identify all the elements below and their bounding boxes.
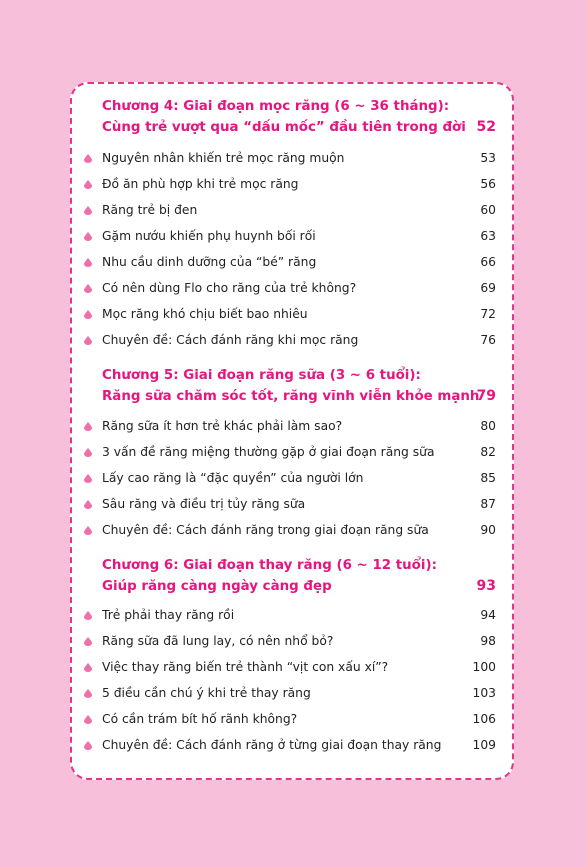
- toc-entry[interactable]: [84, 735, 496, 755]
- chapter-heading[interactable]: [102, 96, 496, 138]
- drop-bullet-icon: [84, 284, 92, 293]
- chapter-title-line2: Giúp răng càng ngày càng đẹp: [102, 579, 332, 594]
- toc-entry-title: Mọc răng khó chịu biết bao nhiêu: [102, 307, 308, 321]
- drop-bullet-icon: [84, 500, 92, 509]
- toc-entry-page: 98: [480, 634, 496, 648]
- toc-entry-title: 5 điều cần chú ý khi trẻ thay răng: [102, 686, 311, 700]
- chapter-page-number: 52: [476, 119, 496, 135]
- toc-entry-title: Có nên dùng Flo cho răng của trẻ không?: [102, 281, 357, 295]
- drop-bullet-icon: [84, 526, 92, 535]
- toc-entry[interactable]: [84, 252, 496, 272]
- toc-entry-title: Răng sữa đã lung lay, có nên nhổ bỏ?: [102, 634, 334, 648]
- toc-entry[interactable]: [84, 174, 496, 194]
- drop-bullet-icon: [84, 310, 92, 319]
- toc-entry-page: 94: [480, 608, 496, 622]
- chapter-title-line1: Chương 6: Giai đoạn thay răng (6 ~ 12 tuổi):: [102, 558, 437, 573]
- drop-bullet-icon: [84, 637, 92, 646]
- drop-bullet-icon: [84, 689, 92, 698]
- toc-entry-page: 100: [472, 660, 496, 674]
- toc-entry[interactable]: [84, 226, 496, 246]
- chapter-title-line1: Chương 4: Giai đoạn mọc răng (6 ~ 36 tháng):: [102, 99, 450, 114]
- toc-entry-page: 56: [480, 177, 496, 191]
- toc-entry[interactable]: [84, 442, 496, 462]
- drop-bullet-icon: [84, 336, 92, 345]
- toc-entry[interactable]: [84, 709, 496, 729]
- toc-entry[interactable]: [84, 631, 496, 651]
- toc-entry-page: 80: [480, 419, 496, 433]
- toc-entry-page: 72: [480, 307, 496, 321]
- toc-entry-page: 53: [480, 151, 496, 165]
- chapter-title-line1: Chương 5: Giai đoạn răng sữa (3 ~ 6 tuổi):: [102, 368, 421, 383]
- drop-bullet-icon: [84, 422, 92, 431]
- toc-entry-page: 69: [480, 281, 496, 295]
- toc-entry-page: 76: [480, 333, 496, 347]
- toc-entry[interactable]: [84, 468, 496, 488]
- chapter-title-line2: Răng sữa chăm sóc tốt, răng vĩnh viễn khỏe mạnh: [102, 389, 480, 404]
- toc-entry-title: Chuyên đề: Cách đánh răng trong giai đoạn răng sữa: [102, 523, 429, 537]
- toc-entry-title: Răng sữa ít hơn trẻ khác phải làm sao?: [102, 419, 343, 433]
- toc-entry-title: Chuyên đề: Cách đánh răng khi mọc răng: [102, 333, 359, 347]
- toc-entry[interactable]: [84, 148, 496, 168]
- toc-entry[interactable]: [84, 200, 496, 220]
- toc-entry-page: 103: [472, 686, 496, 700]
- chapter-heading[interactable]: [102, 365, 496, 407]
- drop-bullet-icon: [84, 232, 92, 241]
- drop-bullet-icon: [84, 154, 92, 163]
- toc-entry-page: 87: [480, 497, 496, 511]
- drop-bullet-icon: [84, 448, 92, 457]
- drop-bullet-icon: [84, 258, 92, 267]
- chapter-page-number: 93: [476, 578, 496, 594]
- toc-entry[interactable]: [84, 520, 496, 540]
- toc-entry-title: Việc thay răng biến trẻ thành “vịt con xấu xí”?: [102, 660, 389, 674]
- toc-entry[interactable]: [84, 304, 496, 324]
- toc-entry-title: Nguyên nhân khiến trẻ mọc răng muộn: [102, 151, 345, 165]
- toc-entry-page: 85: [480, 471, 496, 485]
- toc-entry-page: 66: [480, 255, 496, 269]
- toc-card: [70, 82, 514, 780]
- toc-entry-title: 3 vấn đề răng miệng thường gặp ở giai đoạn răng sữa: [102, 445, 435, 459]
- toc-entry[interactable]: [84, 278, 496, 298]
- drop-bullet-icon: [84, 715, 92, 724]
- toc-entry-title: Sâu răng và điều trị tủy răng sữa: [102, 497, 306, 511]
- drop-bullet-icon: [84, 206, 92, 215]
- toc-entry-title: Gặm nướu khiến phụ huynh bối rối: [102, 229, 316, 243]
- toc-entry-page: 82: [480, 445, 496, 459]
- drop-bullet-icon: [84, 180, 92, 189]
- toc-entry-title: Răng trẻ bị đen: [102, 203, 198, 217]
- chapter-page-number: 79: [476, 388, 496, 404]
- drop-bullet-icon: [84, 741, 92, 750]
- chapter-title-line2: Cùng trẻ vượt qua “dấu mốc” đầu tiên trong đời: [102, 120, 466, 135]
- toc-entry-page: 106: [472, 712, 496, 726]
- toc-entry-title: Lấy cao răng là “đặc quyền” của người lớn: [102, 471, 364, 485]
- drop-bullet-icon: [84, 474, 92, 483]
- toc-entry-page: 109: [472, 738, 496, 752]
- toc-entry[interactable]: [84, 657, 496, 677]
- toc-entry[interactable]: [84, 683, 496, 703]
- toc-entry-page: 90: [480, 523, 496, 537]
- toc-entry-title: Trẻ phải thay răng rồi: [102, 608, 235, 622]
- toc-entry-page: 63: [480, 229, 496, 243]
- toc-entry[interactable]: [84, 416, 496, 436]
- drop-bullet-icon: [84, 611, 92, 620]
- toc-entry-title: Nhu cầu dinh dưỡng của “bé” răng: [102, 255, 317, 269]
- toc-entry-title: Chuyên đề: Cách đánh răng ở từng giai đoạn thay răng: [102, 738, 442, 752]
- toc-entry[interactable]: [84, 605, 496, 625]
- toc-entry[interactable]: [84, 494, 496, 514]
- toc-entry-page: 60: [480, 203, 496, 217]
- chapter-heading[interactable]: [102, 555, 496, 597]
- drop-bullet-icon: [84, 663, 92, 672]
- toc-entry-title: Đồ ăn phù hợp khi trẻ mọc răng: [102, 177, 299, 191]
- toc-entry-title: Có cần trám bít hố rãnh không?: [102, 712, 298, 726]
- toc-entry[interactable]: [84, 330, 496, 350]
